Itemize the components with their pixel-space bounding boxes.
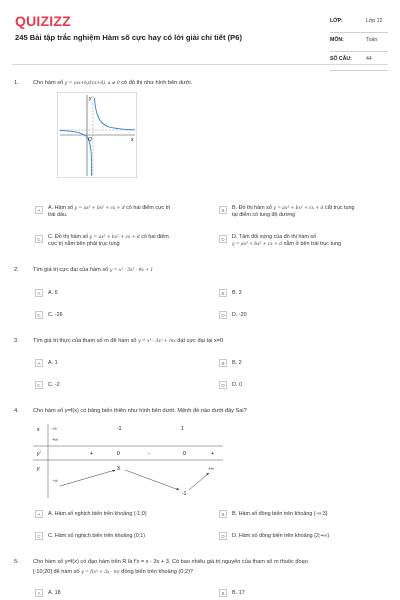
question-number: 5. [14,559,19,565]
option-letter: B [219,359,227,367]
option-letter: B [219,289,227,297]
header-divider [12,64,388,65]
question-number: 2. [14,267,19,273]
meta-key: LỚP: [330,18,343,24]
y-value-min: -1 [182,491,187,497]
question-text: Tìm giá trị thực của tham số m để hàm số y = x³ - 3x² + mx đạt cực đại tại x=0 [33,338,224,344]
option-letter: D [219,235,227,243]
question-text-line2: [-10;20] để hàm số y = f(x² + 3x - m) đồng biến trên khoảng (0;2)? [33,569,194,575]
option-letter: A [35,206,43,214]
option-letter: C [35,311,43,319]
sign: 0 [183,451,186,457]
meta-key: SỐ CÂU: [330,56,352,62]
y-value-right: +∞ [208,466,214,471]
page-header [0,0,400,64]
row-label-yprime: y' [37,451,41,457]
question-number: 4. [14,408,19,414]
axis-label-y: y [89,96,92,102]
option-letter: A [35,359,43,367]
question-formula: y = (ax+b)/(cx+d), a ≠ 0 [64,81,120,86]
y-value-left: -∞ [53,478,58,483]
question-formula: y = x³ - 3x² + mx [138,339,176,344]
y-value-max: 3 [117,466,120,472]
question-formula: y = f(x² + 3x - m) [81,570,120,575]
sign: 0 [117,451,120,457]
option-letter: C [35,235,43,243]
meta-value: Toán [366,37,378,43]
question-text: Tìm giá trị cực đại của hàm số y = x³ - 3x² - 9x + 1 [33,267,154,273]
x-value: -1 [117,426,122,432]
question-text-line1: Cho hàm số y=f(x) có đạo hàm trên R là f'x = x - 3x + 3. Có bao nhiêu giá trị nguyên của tham số m thuộc đoạn [33,559,308,565]
x-value: +∞ [52,437,58,442]
question-formula: y = x³ - 3x² - 9x + 1 [109,268,154,273]
option-letter: B [219,510,227,518]
option-letter: B [219,206,227,214]
question-text: Cho hàm số y=f(x) có bảng biến thiên như hình bên dưới. Mệnh đề nào dưới đây Sai? [33,408,247,414]
sign: - [148,451,150,457]
axis-label-x: x [131,137,134,143]
meta-row-count [330,52,388,71]
row-label-y: y [37,466,40,472]
option-letter: C [35,381,43,389]
meta-key: MÔN: [330,37,344,43]
sign: + [211,451,214,457]
variation-table [33,422,223,498]
option-letter: B [219,589,227,597]
meta-row-class [330,14,388,33]
document-title: 245 Bài tập trắc nghiệm Hàm số cực hay có lời giải chi tiết (P6) [15,33,242,42]
meta-row-subject [330,33,388,52]
option-letter: D [219,532,227,540]
x-value: 1 [181,426,184,432]
option-letter: D [219,311,227,319]
sign: + [90,451,93,457]
option-letter: C [35,532,43,540]
origin-label: O [88,137,92,143]
x-value: -∞ [52,426,57,431]
meta-value: Lớp 12 [366,18,383,24]
meta-value: 44 [366,56,372,62]
question-text: Cho hàm số y = (ax+b)/(cx+d), a ≠ 0 có đồ thị như hình bên dưới. [33,80,193,86]
hyperbola-graph [57,92,137,178]
question-number: 3. [14,338,19,344]
meta-panel [330,14,388,71]
quizizz-logo: QUIZIZZ [15,13,71,29]
row-label-x: x [37,427,40,433]
option-letter: A [35,589,43,597]
option-letter: A [35,510,43,518]
question-number: 1. [14,80,19,86]
option-letter: A [35,289,43,297]
option-letter: D [219,381,227,389]
